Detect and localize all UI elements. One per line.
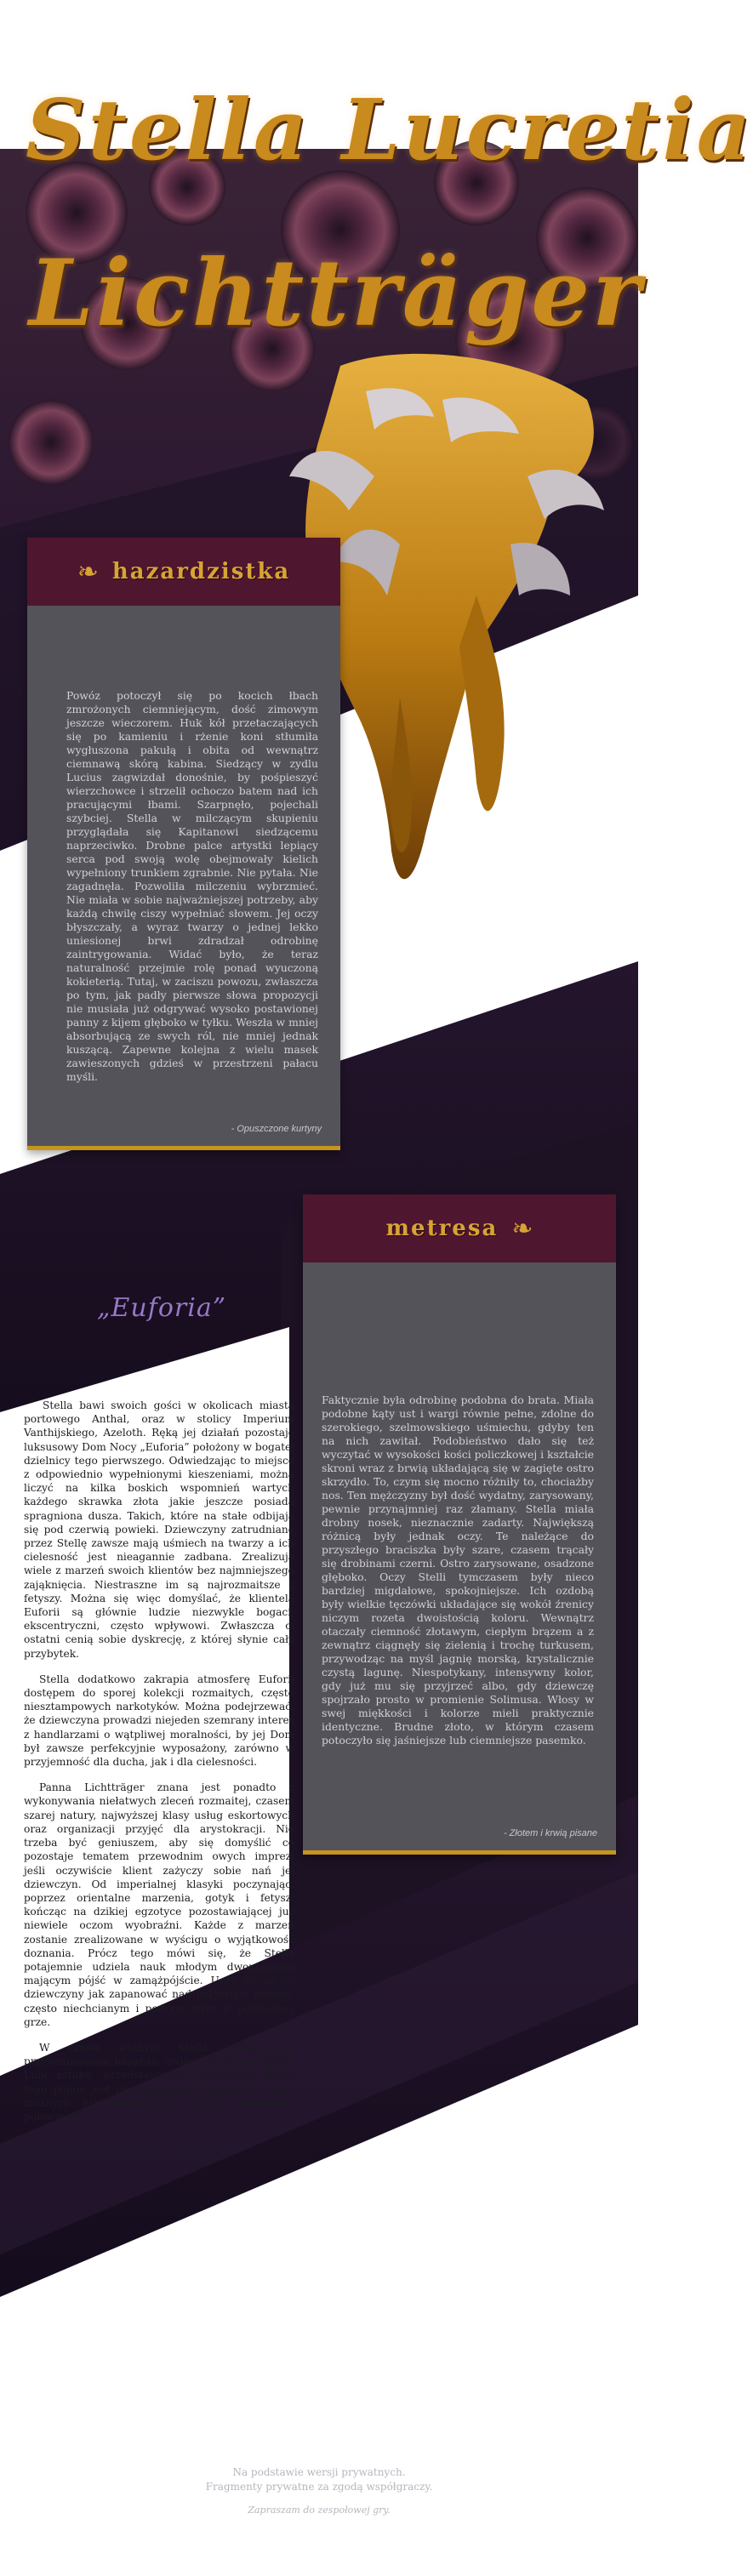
mistress-card-header [303, 1194, 616, 1262]
mistress-card-signature: - Złotem i krwią pisane [503, 1828, 597, 1838]
footer-invite: Zapraszam do zespołowej gry. [248, 2505, 391, 2516]
section-heading: „Euforia” [96, 1293, 227, 1323]
griffin-emblem-icon: ❧ [511, 1213, 533, 1244]
title-line-2: Lichtträger [29, 240, 644, 347]
footer-credits [0, 2465, 638, 2494]
story-text [24, 1399, 294, 2135]
gambler-card-title: hazardzistka [111, 559, 291, 584]
gambler-card [27, 538, 340, 1150]
mistress-card-text: Faktycznie była odrobinę podobna do brata. Miała podobne kąty ust i wargi równie pełne, zdolne do szerokiego, szelmowskiego uśmiechu, gdyby ten na nich zawitał. Podobieństwo dało się też wyczytać w wysokości kości policzkowej i kształcie skroni wraz z brwią układającą się w zagięte ostro skrzydło. To, czym się mocno różniły to, chociażby nos. Ten mężczyzny był dość wydatny, zarysowany, pewnie przynajmniej raz złamany. Stella miała drobny nosek, nieznacznie zadarty. Największą różnicą były jednak oczy. Te należące do przyszłego braciszka były szare, czasem trącały się drobinami czerni. Ostro zarysowane, osadzone głęboko. Oczy Stelli tymczasem były nieco bardziej migdałowe, spokojniejsze. Ich ozdobą były wielkie tęczówki układające się wokół źrenicy niczym rozeta dwoistością koloru. Wewnątrz otaczały ciemność złotawym, ciepłym brązem a z zewnątrz ciągnęły się zielenią i trochę turkusem, przywodząc na myśl jagnię morską, krystalicznie czystą lagunę. Niespotykany, intensywny kolor, gdy już mu się przyjrzeć albo, gdy dziewczę spojrzało prosto w promienie Solimusa. Włosy w swej miękkości i kolorze mieli praktycznie identyczne. Brudne złoto, w którym czasem potoczyło się jaśniejsze lub ciemniejsze pasemko. [322, 1393, 595, 1747]
mistress-card-title: metresa [385, 1216, 499, 1241]
footer-line-2: Fragmenty prywatne za zgodą współgraczy. [205, 2481, 433, 2493]
title-line-1: Stella Lucretia [26, 82, 753, 180]
mistress-card [303, 1194, 616, 1855]
story-paragraph: Panna Lichtträger znana jest ponadto z wykonywania niełatwych zleceń rozmaitej, czasem szarej natury, najwyższej klasy usług eskortowych oraz organizacji przyjęć dla arystokracji. Nie trzeba być geniuszem, aby się domyślić co pozostaje tematem przewodnim owych imprez, jeśli oczywiście klient zażyczy sobie nań jej dziewczyn. Od imperialnej klasyki poczynając, poprzez orientalne marzenia, gotyk i fetysz, kończąc na dzikiej egzotyce pozostawiającej już niewiele oczom wyobraźni. Każde z marzeń zostanie zrealizowane w wyścigu o wyjątkowość doznania. Prócz tego mówi się, że Stella potajemnie udziela nauk młodym dworzankom mającym pójść w zamążpójście. Uczy te młode dziewczyny jak zapanować nad przyszłym mężem, często niechcianym i podrzuconym w politycznej grze. [24, 1781, 294, 2028]
griffin-emblem-icon: ❧ [77, 556, 99, 587]
gambler-card-text: Powóz potoczył się po kocich łbach zmrożonych ciemniejącym, dość zimowym jeszcze wieczorem. Huk kół przetaczających się po kamieniu i rżenie koni stłumiła wygłuszona pakułą i obita od wewnątrz ciemnawą skórą kabina. Siedzący w zydlu Lucius zagwizdał donośnie, by pośpieszyć wierzchowce i strzelił ochoczo batem nad ich pracującymi łbami. Szarpnęło, pojechali szybciej. Stella w milczącym skupieniu przyglądała się Kapitanowi siedzącemu naprzeciwko. Drobne palce artystki lepiący serca pod swoją wolę obejmowały kielich wypełniony trunkiem zgrabnie. Nie pytała. Nie zagadnęła. Pozwoliła milczeniu wybrzmieć. Nie miała w sobie najważniejszej potrzeby, aby każdą chwilę ciszy wypełniać słowem. Jej oczy błyszczały, a wyraz twarzy o jednej lekko uniesionej brwi zdradzał odrobinę zaintrygowania. Widać było, że teraz naturalność przejmie rolę ponad wyuczoną kokieterią. Tutaj, w zaciszu powozu, zwłaszcza po tym, jak padły pierwsze słowa propozycji nie musiała już odgrywać wysoko postawionej panny z kijem głęboko w tyłku. Weszła w mniej absorbującą ze swych ról, nie mniej jednak kuszącą. Zapewne kolejna z wielu masek zawieszonych gdzieś w przestrzeni pałacu myśli. [66, 689, 318, 1083]
story-paragraph: Stella dodatkowo zakrapia atmosferę Euforii dostępem do sporej kolekcji rozmaitych, często niesztampowych narkotyków. Można podejrzewać, że dziewczyna prowadzi niejeden szemrany interes z handlarzami o wątpliwej moralności, by jej Dom był zawsze perfekcyjnie wyposażony, zarówno w przyjemność dla ducha, jak i dla cielesności. [24, 1673, 294, 1769]
gambler-card-header [27, 538, 340, 606]
footer-line-1: Na podstawie wersji prywatnych. [232, 2466, 406, 2478]
story-paragraph: W czasie wolnym Stella oddaje się przyjemnościom hazardu, zwłaszcza grze w karty. Lubi sztukę, przedstawienia, malarstwo. Prócz tego ponoć jest nienajgorszym strzelcem i wielu możnych już zawstydziła podczas wspólnego polowania. [24, 2041, 294, 2123]
gambler-card-signature: - Opuszczone kurtyny [231, 1124, 322, 1134]
story-paragraph: Stella bawi swoich gości w okolicach miasta portowego Anthal, oraz w stolicy Imperium Vanthijskiego, Azeloth. Ręką jej działań pozostaje luksusowy Dom Nocy „Euforia” położony w bogatej dzielnicy tego pierwszego. Odwiedzając to miejsce z odpowiednio wypełnionymi kieszeniami, można liczyć na kilka boskich wspomnień wartych każdego skrawka złota jakie jeszcze posiada spragniona dusza. Takich, które na stałe odbijają się pod czerwią powieki. Dziewczyny zatrudniane przez Stellę zawsze mają uśmiech na twarzy a ich cielesność jest nieagannie zadbana. Zrealizują wiele z marzeń swoich klientów bez najmniejszego zająknięcia. Niestraszne im są najrozmaitsze z fetyszy. Można się więc domyślać, że klientelą Euforii są głównie ludzie niezwykle bogaci, ekscentryczni, często wpływowi. Zwłaszcza ci ostatni cenią sobie dyskrecję, z której słynie cały przybytek. [24, 1399, 294, 1660]
